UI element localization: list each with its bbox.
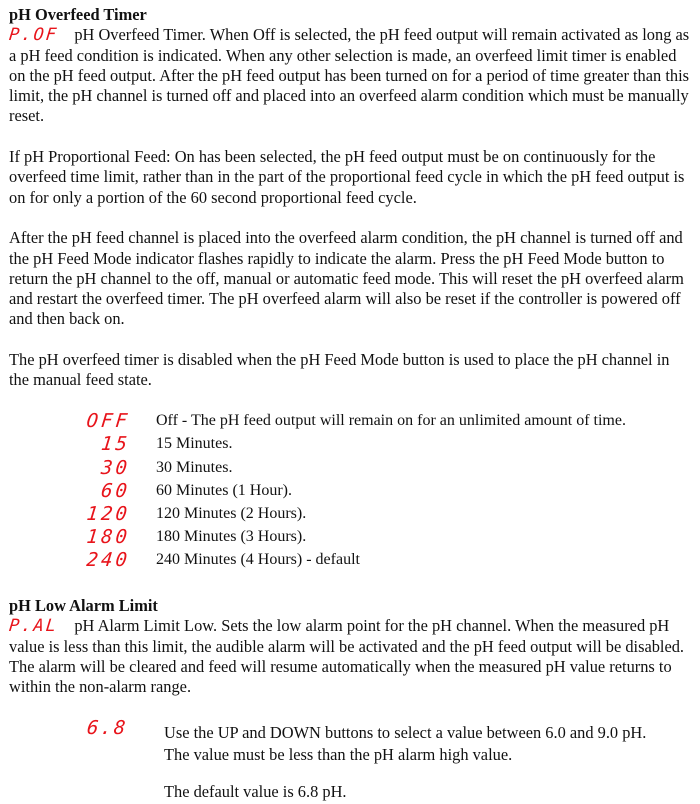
option-code: 180	[85, 525, 132, 548]
option-row	[84, 502, 684, 525]
option-code: 15	[99, 433, 132, 456]
option-row	[84, 525, 684, 548]
manual-feed-paragraph: The pH overfeed timer is disabled when the pH Feed Mode button is used to place the pH channel in the manual feed state.	[9, 350, 670, 390]
option-row	[84, 549, 684, 572]
option-desc: 60 Minutes (1 Hour).	[156, 481, 292, 499]
default-value-text: The default value is 6.8 pH.	[164, 782, 347, 801]
option-code: 30	[99, 456, 132, 479]
display-code-pal: P.AL	[7, 616, 60, 637]
overfeed-options-list	[84, 410, 684, 572]
overfeed-intro	[9, 25, 692, 126]
display-value-code: 6.8	[85, 717, 129, 739]
option-code: OFF	[85, 410, 132, 433]
option-desc: 240 Minutes (4 Hours) - default	[156, 550, 360, 568]
option-code: 240	[85, 548, 132, 571]
option-row	[84, 410, 684, 433]
option-desc: Off - The pH feed output will remain on for an unlimited amount of time.	[156, 412, 626, 430]
option-code: 60	[99, 479, 132, 502]
option-desc: 30 Minutes.	[156, 458, 233, 476]
low-alarm-intro	[9, 616, 692, 697]
proportional-feed-paragraph: If pH Proportional Feed: On has been selected, the pH feed output must be on continuously for the overfeed time limit, rather than in the part of the proportional feed cycle in which the pH feed output is on for only a portion of the 60 second proportional feed cycle.	[9, 147, 685, 207]
option-row	[84, 479, 684, 502]
display-code-pof: P.OF	[7, 25, 60, 46]
option-desc: 180 Minutes (3 Hours).	[156, 527, 307, 545]
section-low-alarm	[9, 596, 692, 697]
section-title-low-alarm: pH Low Alarm Limit	[9, 596, 158, 615]
section-overfeed-timer	[9, 5, 692, 391]
low-alarm-intro-text: pH Alarm Limit Low. Sets the low alarm point for the pH channel. When the measured pH value is less than this limit, the audible alarm will be activated and the pH feed output will be disabled. The alarm will be cleared and feed will resume automatically when the measured pH value returns to within the non-alarm range.	[9, 616, 685, 697]
option-row	[84, 456, 684, 479]
option-desc: 15 Minutes.	[156, 435, 233, 453]
section-title-overfeed: pH Overfeed Timer	[9, 5, 147, 24]
option-code: 120	[85, 502, 132, 525]
overfeed-intro-text: pH Overfeed Timer. When Off is selected, the pH feed output will remain activated as long as a pH feed condition is indicated. When any other selection is made, an overfeed limit timer is enabled on the pH feed output. After the pH feed output has been turned on for a period of time greater than this limit, the pH channel is turned off and placed into an overfeed alarm condition which must be manually reset.	[9, 25, 690, 126]
value-range-text: Use the UP and DOWN buttons to select a value between 6.0 and 9.0 pH. The value must be less than the pH alarm high value.	[164, 723, 647, 764]
overfeed-alarm-paragraph: After the pH feed channel is placed into the overfeed alarm condition, the pH channel is turned off and the pH Feed Mode indicator flashes rapidly to indicate the alarm. Press the pH Feed Mode button to return the pH channel to the off, manual or automatic feed mode. This will reset the pH overfeed alarm and restart the overfeed timer. The pH overfeed alarm will also be reset if the controller is powered off and then back on.	[9, 228, 684, 329]
option-row	[84, 433, 684, 456]
option-desc: 120 Minutes (2 Hours).	[156, 504, 307, 522]
